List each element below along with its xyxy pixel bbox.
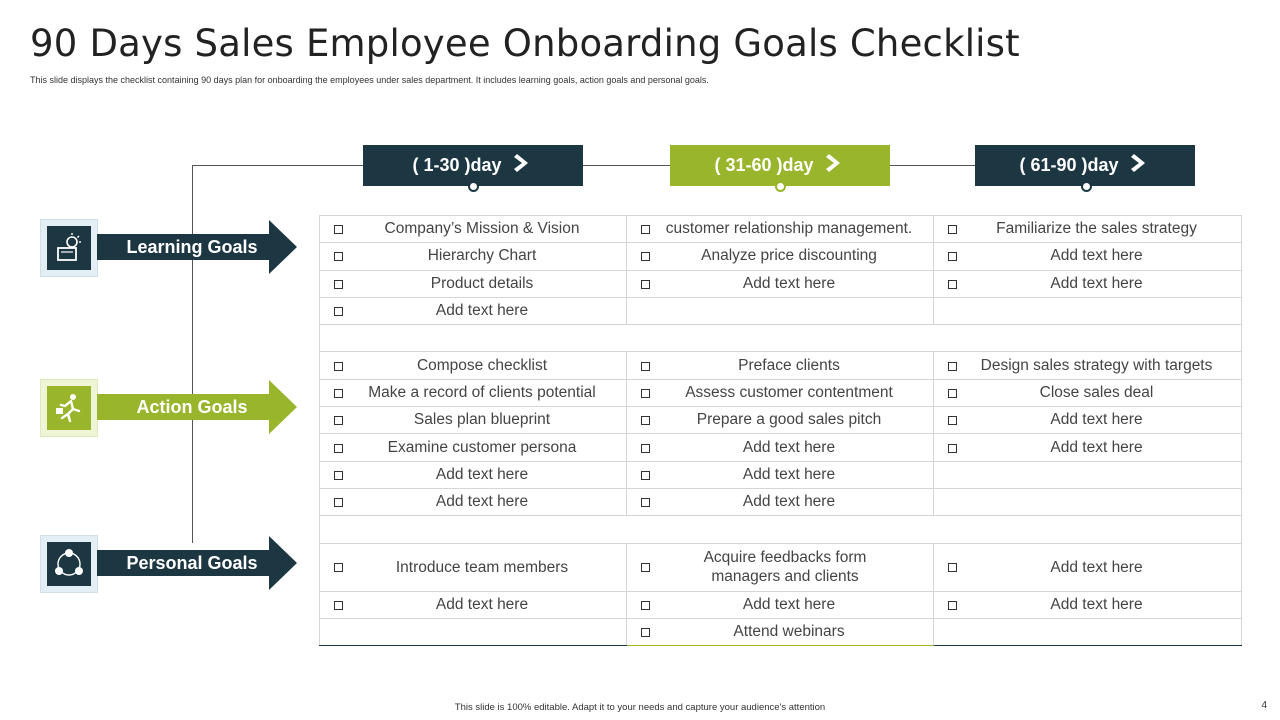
empty-cell bbox=[934, 618, 1242, 645]
goals-checklist-table bbox=[319, 215, 1242, 646]
checkbox-icon[interactable] bbox=[641, 444, 650, 453]
checklist-item[interactable]: Add text here bbox=[627, 434, 934, 461]
checklist-item[interactable]: Attend webinars bbox=[627, 618, 934, 645]
checkbox-icon[interactable] bbox=[641, 389, 650, 398]
checkbox-icon[interactable] bbox=[334, 307, 343, 316]
checklist-item[interactable]: Add text here bbox=[627, 270, 934, 297]
empty-cell bbox=[934, 461, 1242, 488]
checkbox-icon[interactable] bbox=[641, 225, 650, 234]
checklist-item[interactable]: Add text here bbox=[320, 297, 627, 324]
personal-goals-label: Personal Goals bbox=[126, 552, 258, 573]
phase-label: ( 31-60 )day bbox=[714, 155, 814, 175]
checkbox-icon[interactable] bbox=[948, 444, 957, 453]
checkbox-icon[interactable] bbox=[948, 601, 957, 610]
action-goals-label: Action Goals bbox=[136, 396, 248, 417]
phase-marker-dot bbox=[1081, 181, 1092, 192]
checkbox-icon[interactable] bbox=[334, 280, 343, 289]
checklist-item[interactable]: Product details bbox=[320, 270, 627, 297]
phase-marker-dot bbox=[468, 181, 479, 192]
checkbox-icon[interactable] bbox=[334, 225, 343, 234]
checklist-item[interactable]: Design sales strategy with targets bbox=[934, 352, 1242, 379]
checklist-item[interactable]: Acquire feedbacks form managers and clients bbox=[627, 543, 934, 591]
table-row bbox=[320, 352, 1242, 379]
chevron-right-icon bbox=[512, 152, 534, 179]
checkbox-icon[interactable] bbox=[948, 563, 957, 572]
phase-header-31-60 bbox=[670, 145, 890, 186]
checklist-item[interactable]: Add text here bbox=[934, 591, 1242, 618]
phase-header-61-90 bbox=[975, 145, 1195, 186]
checkbox-icon[interactable] bbox=[641, 563, 650, 572]
checkbox-icon[interactable] bbox=[334, 498, 343, 507]
checklist-item[interactable]: Close sales deal bbox=[934, 379, 1242, 406]
table-row bbox=[320, 461, 1242, 488]
spacer-row bbox=[320, 516, 1242, 543]
checkbox-icon[interactable] bbox=[948, 416, 957, 425]
chevron-right-icon bbox=[1129, 152, 1151, 179]
checkbox-icon[interactable] bbox=[948, 362, 957, 371]
table-row bbox=[320, 618, 1242, 645]
empty-cell bbox=[934, 488, 1242, 515]
slide-footer: This slide is 100% editable. Adapt it to your needs and capture your audience's attention bbox=[454, 702, 826, 713]
checkbox-icon[interactable] bbox=[641, 280, 650, 289]
checklist-item[interactable]: Add text here bbox=[320, 591, 627, 618]
checklist-item[interactable]: Make a record of clients potential bbox=[320, 379, 627, 406]
checklist-item[interactable]: Compose checklist bbox=[320, 352, 627, 379]
checklist-item[interactable]: Add text here bbox=[934, 243, 1242, 270]
table-row bbox=[320, 379, 1242, 406]
empty-cell bbox=[320, 618, 627, 645]
phase-header-1-30 bbox=[363, 145, 583, 186]
table-row bbox=[320, 216, 1242, 243]
empty-cell bbox=[320, 516, 1242, 543]
empty-cell bbox=[934, 297, 1242, 324]
slide-subtitle: This slide displays the checklist containing 90 days plan for onboarding the employees under sales department. It includes learning goals, action goals and personal goals. bbox=[30, 75, 709, 85]
checkbox-icon[interactable] bbox=[641, 252, 650, 261]
checkbox-icon[interactable] bbox=[641, 628, 650, 637]
checklist-item[interactable]: Add text here bbox=[320, 488, 627, 515]
checklist-item[interactable]: Sales plan blueprint bbox=[320, 407, 627, 434]
spacer-row bbox=[320, 325, 1242, 352]
checklist-item[interactable]: Familiarize the sales strategy bbox=[934, 216, 1242, 243]
checkbox-icon[interactable] bbox=[334, 389, 343, 398]
checkbox-icon[interactable] bbox=[334, 471, 343, 480]
checkbox-icon[interactable] bbox=[641, 601, 650, 610]
checklist-item[interactable]: Hierarchy Chart bbox=[320, 243, 627, 270]
phase-label: ( 61-90 )day bbox=[1019, 155, 1119, 175]
table-row bbox=[320, 243, 1242, 270]
team-network-icon bbox=[40, 535, 98, 593]
checklist-item[interactable]: Analyze price discounting bbox=[627, 243, 934, 270]
checkbox-icon[interactable] bbox=[334, 252, 343, 261]
checklist-item[interactable]: Examine customer persona bbox=[320, 434, 627, 461]
page-number: 4 bbox=[1261, 700, 1267, 711]
table-row bbox=[320, 488, 1242, 515]
checklist-item[interactable]: Add text here bbox=[627, 591, 934, 618]
table-row bbox=[320, 270, 1242, 297]
personal-goals-arrow bbox=[97, 536, 299, 590]
table-row bbox=[320, 434, 1242, 461]
checkbox-icon[interactable] bbox=[334, 444, 343, 453]
action-goals-arrow bbox=[97, 380, 299, 434]
checkbox-icon[interactable] bbox=[334, 362, 343, 371]
phase-label: ( 1-30 )day bbox=[412, 155, 502, 175]
checkbox-icon[interactable] bbox=[641, 416, 650, 425]
checkbox-icon[interactable] bbox=[334, 416, 343, 425]
checklist-item[interactable]: Add text here bbox=[934, 434, 1242, 461]
checkbox-icon[interactable] bbox=[948, 225, 957, 234]
checkbox-icon[interactable] bbox=[334, 601, 343, 610]
empty-cell bbox=[627, 297, 934, 324]
running-person-icon bbox=[40, 379, 98, 437]
checklist-item[interactable]: Add text here bbox=[934, 270, 1242, 297]
chevron-right-icon bbox=[824, 152, 846, 179]
table-row bbox=[320, 297, 1242, 324]
table-row bbox=[320, 543, 1242, 591]
lightbulb-book-icon bbox=[40, 219, 98, 277]
checkbox-icon[interactable] bbox=[334, 563, 343, 572]
empty-cell bbox=[320, 325, 1242, 352]
checklist-item[interactable]: Introduce team members bbox=[320, 543, 627, 591]
checklist-item[interactable]: Add text here bbox=[934, 407, 1242, 434]
learning-goals-arrow bbox=[97, 220, 299, 274]
checklist-item[interactable]: Prepare a good sales pitch bbox=[627, 407, 934, 434]
learning-goals-label: Learning Goals bbox=[126, 236, 258, 257]
slide-title: 90 Days Sales Employee Onboarding Goals Checklist bbox=[30, 22, 1020, 65]
checkbox-icon[interactable] bbox=[948, 280, 957, 289]
checklist-item[interactable]: customer relationship management. bbox=[627, 216, 934, 243]
checklist-item[interactable]: Assess customer contentment bbox=[627, 379, 934, 406]
table-row bbox=[320, 591, 1242, 618]
checkbox-icon[interactable] bbox=[948, 252, 957, 261]
checklist-item[interactable]: Add text here bbox=[934, 543, 1242, 591]
checklist-item[interactable]: Add text here bbox=[320, 461, 627, 488]
checkbox-icon[interactable] bbox=[641, 471, 650, 480]
checkbox-icon[interactable] bbox=[641, 362, 650, 371]
checklist-item[interactable]: Preface clients bbox=[627, 352, 934, 379]
checkbox-icon[interactable] bbox=[948, 389, 957, 398]
phase-marker-dot bbox=[775, 181, 786, 192]
checklist-item[interactable]: Company’s Mission & Vision bbox=[320, 216, 627, 243]
checklist-item[interactable]: Add text here bbox=[627, 461, 934, 488]
checkbox-icon[interactable] bbox=[641, 498, 650, 507]
checklist-item[interactable]: Add text here bbox=[627, 488, 934, 515]
table-row bbox=[320, 407, 1242, 434]
connector-horizontal bbox=[192, 165, 1092, 166]
